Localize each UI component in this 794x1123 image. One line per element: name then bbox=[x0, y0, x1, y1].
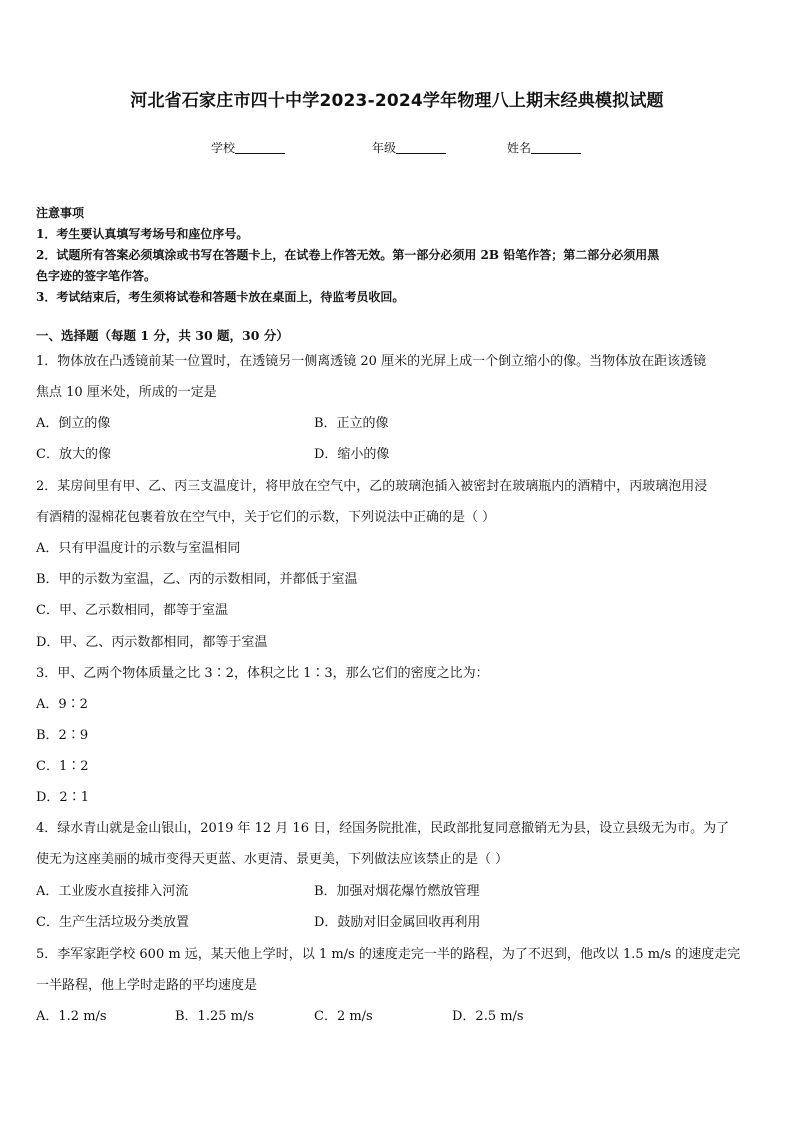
question-4-option-b: B．加强对烟花爆竹燃放管理 bbox=[314, 884, 480, 899]
question-2-option-a: A．只有甲温度计的示数与室温相同 bbox=[36, 541, 241, 556]
question-3-line-1: 3．甲、乙两个物体质量之比 3∶2，体积之比 1∶3，那么它们的密度之比为： bbox=[36, 666, 489, 681]
question-5-option-b: B．1.25 m/s bbox=[175, 1009, 255, 1024]
notice-heading: 注意事项 bbox=[36, 206, 85, 220]
question-3-option-b: B．2∶9 bbox=[36, 728, 89, 743]
question-1-line-1: 1．物体放在凸透镜前某一位置时，在透镜另一侧离透镜 20 厘米的光屏上成一个倒立缩小的像。当物体放在距该透镜 bbox=[36, 354, 707, 369]
question-5-option-d: D．2.5 m/s bbox=[452, 1009, 524, 1024]
name-blank bbox=[531, 141, 581, 154]
question-1-option-d: D．缩小的像 bbox=[314, 447, 390, 462]
question-1-line-2: 焦点 10 厘米处，所成的一定是 bbox=[36, 385, 217, 400]
school-label: 学校 bbox=[211, 141, 236, 155]
question-1-option-b: B．正立的像 bbox=[314, 416, 389, 431]
question-2-option-d: D．甲、乙、丙示数都相同，都等于室温 bbox=[36, 635, 268, 650]
grade-label: 年级 bbox=[372, 141, 397, 155]
school-blank bbox=[235, 141, 285, 154]
question-4-option-d: D．鼓励对旧金属回收再利用 bbox=[314, 915, 481, 930]
question-4-option-a: A．工业废水直接排入河流 bbox=[36, 884, 189, 899]
name-label: 姓名 bbox=[507, 141, 532, 155]
notice-item: 1．考生要认真填写考场号和座位序号。 bbox=[36, 227, 249, 241]
grade-blank bbox=[396, 141, 446, 154]
notice-item: 色字迹的签字笔作答。 bbox=[36, 269, 157, 283]
name-field bbox=[507, 139, 581, 156]
question-4-option-c: C．生产生活垃圾分类放置 bbox=[36, 915, 189, 930]
question-2-option-c: C．甲、乙示数相同，都等于室温 bbox=[36, 603, 228, 618]
school-field bbox=[211, 139, 285, 156]
grade-field bbox=[372, 139, 446, 156]
question-3-option-d: D．2∶1 bbox=[36, 790, 89, 805]
question-5-option-a: A．1.2 m/s bbox=[36, 1009, 107, 1024]
notice-item: 3．考试结束后，考生须将试卷和答题卡放在桌面上，待监考员收回。 bbox=[36, 290, 405, 304]
exam-title: 河北省石家庄市四十中学2023-2024学年物理八上期末经典模拟试题 bbox=[130, 91, 664, 111]
question-5-option-c: C．2 m/s bbox=[314, 1009, 373, 1024]
question-2-line-2: 有酒精的湿棉花包裹着放在空气中，关于它们的示数，下列说法中正确的是（ ） bbox=[36, 510, 496, 525]
question-1-option-c: C．放大的像 bbox=[36, 447, 111, 462]
question-5-line-1: 5．李军家距学校 600 m 远，某天他上学时，以 1 m/s 的速度走完一半的路程，为了不迟到，他改以 1.5 m/s 的速度走完 bbox=[36, 947, 741, 962]
notice-item: 2．试题所有答案必须填涂或书写在答题卡上，在试卷上作答无效。第一部分必须用 2B 铅笔作答；第二部分必须用黑 bbox=[36, 248, 660, 262]
section-heading: 一、选择题（每题 1 分，共 30 题，30 分） bbox=[36, 328, 289, 343]
question-2-line-1: 2．某房间里有甲、乙、丙三支温度计，将甲放在空气中，乙的玻璃泡插入被密封在玻璃瓶内的酒精中，丙玻璃泡用浸 bbox=[36, 479, 708, 494]
question-4-line-2: 使无为这座美丽的城市变得天更蓝、水更清、景更美，下列做法应该禁止的是（ ） bbox=[36, 852, 509, 867]
question-4-line-1: 4．绿水青山就是金山银山，2019 年 12 月 16 日，经国务院批准，民政部批复同意撤销无为县，设立县级无为市。为了 bbox=[36, 821, 730, 836]
question-3-option-a: A．9∶2 bbox=[36, 697, 88, 712]
question-2-option-b: B．甲的示数为室温，乙、丙的示数相同，并都低于室温 bbox=[36, 572, 358, 587]
question-3-option-c: C．1∶2 bbox=[36, 759, 89, 774]
question-5-line-2: 一半路程，他上学时走路的平均速度是 bbox=[36, 978, 258, 993]
notice-block bbox=[36, 203, 760, 308]
question-1-option-a: A．倒立的像 bbox=[36, 416, 111, 431]
